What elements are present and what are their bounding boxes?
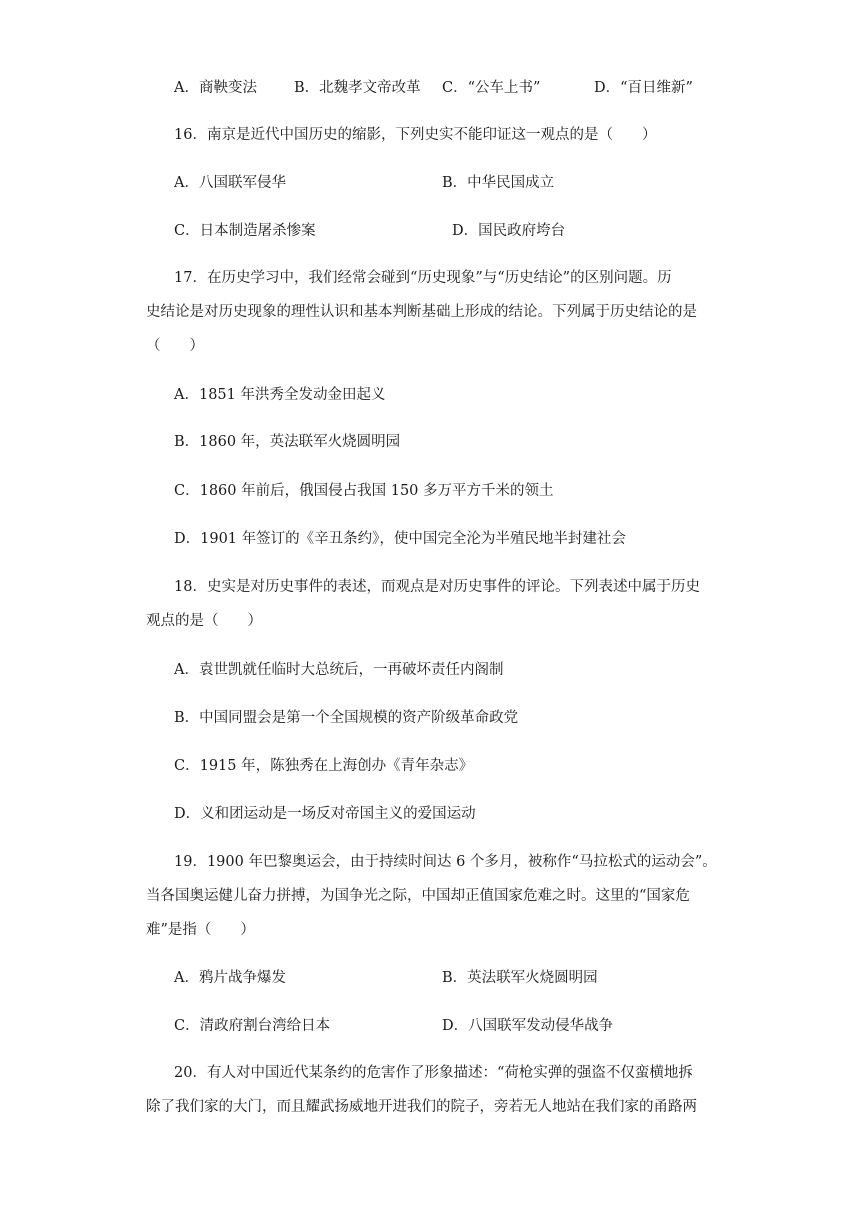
option-d: D．八国联军发动侵华战争 [442,1018,614,1034]
option-c: C．清政府割台湾给日本 [174,1018,331,1034]
option-a: A．袁世凯就任临时大总统后，一再破坏责任内阁制 [174,662,504,678]
question-stem-line-3: （ ） [146,338,204,354]
option-d: D．“百日维新” [594,80,693,96]
question-stem-line-1: 19．1900 年巴黎奥运会，由于持续时间达 6 个多月，被称作“马拉松式的运动会”。 [174,854,717,870]
option-b: B．英法联军火烧圆明园 [442,970,598,986]
option-d: D．国民政府垮台 [452,223,566,239]
option-a: A．1851 年洪秀全发动金田起义 [174,387,386,403]
option-b: B．中华民国成立 [442,175,555,191]
option-c: C．日本制造屠杀惨案 [174,223,316,239]
question-stem-line-2: 史结论是对历史现象的理性认识和基本判断基础上形成的结论。下列属于历史结论的是 [146,304,697,320]
option-a: A．商鞅变法 [174,80,257,96]
question-stem: 16．南京是近代中国历史的缩影，下列史实不能印证这一观点的是（ ） [174,127,657,143]
option-a: A．鸦片战争爆发 [174,970,286,986]
option-b: B．北魏孝文帝改革 [294,80,421,96]
question-stem-line-2: 当各国奥运健儿奋力拼搏，为国争光之际，中国却正值国家危难之时。这里的“国家危 [146,888,690,904]
option-c: C．“公车上书” [442,80,541,96]
option-b: B．中国同盟会是第一个全国规模的资产阶级革命政党 [174,710,519,726]
question-stem-line-1: 20．有人对中国近代某条约的危害作了形象描述：“荷枪实弹的强盗不仅蛮横地拆 [174,1065,693,1081]
question-stem-line-1: 17．在历史学习中，我们经常会碰到“历史现象”与“历史结论”的区别问题。历 [174,270,672,286]
option-b: B．1860 年，英法联军火烧圆明园 [174,434,401,450]
option-c: C．1860 年前后，俄国侵占我国 150 多万平方千米的领土 [174,483,554,499]
option-d: D．1901 年签订的《辛丑条约》，使中国完全沦为半殖民地半封建社会 [174,531,626,547]
question-stem-line-2: 观点的是（ ） [146,613,262,629]
option-a: A．八国联军侵华 [174,175,286,191]
question-stem-line-3: 难”是指（ ） [146,922,255,938]
question-stem-line-1: 18．史实是对历史事件的表述，而观点是对历史事件的评论。下列表述中属于历史 [174,579,700,595]
question-stem-line-2: 除了我们家的大门，而且耀武扬威地开进我们的院子，旁若无人地站在我们家的甬路两 [146,1099,697,1115]
option-c: C．1915 年，陈独秀在上海创办《青年杂志》 [174,758,474,774]
option-d: D．义和团运动是一场反对帝国主义的爱国运动 [174,806,476,822]
